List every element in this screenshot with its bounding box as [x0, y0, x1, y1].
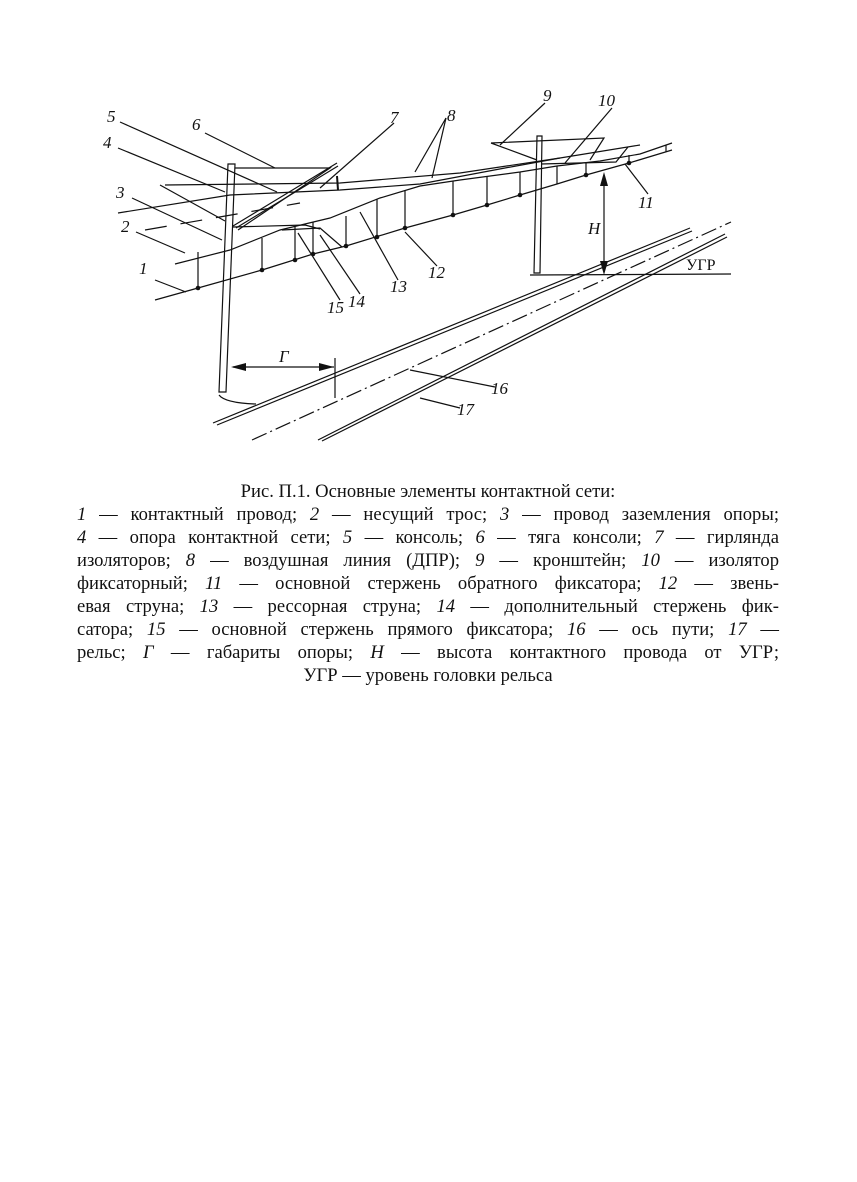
label-3: 3 — [116, 183, 125, 202]
legend-key: 7 — [654, 527, 664, 548]
legend-key: 3 — [500, 504, 510, 525]
caption-text: — консоль; — [352, 527, 476, 548]
label-13: 13 — [390, 277, 407, 296]
caption-text: — провод заземления опоры; — [509, 504, 779, 525]
caption-text: евая струна; — [77, 596, 200, 617]
legend-key: 17 — [728, 619, 747, 640]
caption-text: — основной стержень обратного фиксатора; — [222, 573, 659, 594]
label-16: 16 — [491, 379, 508, 398]
caption-text: — — [746, 619, 779, 640]
caption-title — [77, 480, 779, 503]
caption-text: рельс; — [77, 642, 144, 663]
overhead-line-lower — [118, 158, 560, 213]
caption-text: — дополнительный стержень фик- — [455, 596, 779, 617]
label-14: 14 — [348, 292, 365, 311]
figure-caption — [77, 480, 779, 687]
caption-text: сатора; — [77, 619, 147, 640]
label-2: 2 — [121, 217, 130, 236]
legend-key: 11 — [205, 573, 223, 594]
legend-key: 9 — [475, 550, 485, 571]
caption-text: — ось пути; — [585, 619, 729, 640]
legend-key: 4 — [77, 527, 87, 548]
caption-text: Рис. П.1. Основные элементы контактной сети: — [240, 481, 616, 502]
label-5: 5 — [107, 107, 116, 126]
rail-left — [213, 228, 690, 423]
legend-key: 12 — [658, 573, 678, 594]
label-11: 11 — [638, 193, 654, 212]
caption-text: — основной стержень прямого фиксатора; — [165, 619, 567, 640]
legend-key: 5 — [342, 527, 353, 548]
caption-text: изоляторов; — [77, 550, 186, 571]
label-1: 1 — [139, 259, 148, 278]
label-6: 6 — [192, 115, 201, 134]
caption-text: — кронштейн; — [484, 550, 642, 571]
caption-line — [77, 526, 779, 549]
caption-text: — тяга консоли; — [484, 527, 655, 548]
legend-key: H — [370, 642, 384, 663]
legend-key: 14 — [436, 596, 456, 617]
rail-left-inner — [217, 231, 692, 425]
label-17: 17 — [457, 400, 474, 419]
rail-right-inner — [322, 237, 727, 441]
caption-line — [77, 618, 779, 641]
arrow-left — [231, 363, 246, 371]
legend-key: 16 — [566, 619, 586, 640]
arrow-up — [600, 172, 608, 186]
caption-line — [77, 641, 779, 664]
rail-right — [318, 234, 725, 440]
caption-text: — изолятор — [659, 550, 780, 571]
legend-key: 6 — [475, 527, 485, 548]
legend-key: 15 — [146, 619, 166, 640]
label-9: 9 — [543, 86, 552, 105]
label-7: 7 — [390, 108, 399, 127]
ugr-line — [530, 274, 731, 275]
label-H: H — [588, 219, 601, 238]
label-15: 15 — [327, 298, 344, 317]
messenger-wire — [175, 143, 672, 264]
legend-key: 8 — [185, 550, 196, 571]
caption-line — [77, 572, 779, 595]
caption-text: — воздушная линия (ДПР); — [195, 550, 476, 571]
caption-line — [77, 503, 779, 526]
caption-text: — контактный провод; — [86, 504, 310, 525]
label-10: 10 — [598, 91, 615, 110]
pole-right — [534, 136, 542, 273]
caption-line — [77, 595, 779, 618]
caption-text: фиксаторный; — [77, 573, 206, 594]
legend-key: 2 — [309, 504, 320, 525]
caption-text: — рессорная струна; — [218, 596, 437, 617]
legend-key: 10 — [641, 550, 660, 571]
caption-line — [77, 664, 779, 687]
caption-text: — высота контактного провода от УГР; — [383, 642, 779, 663]
label-12: 12 — [428, 263, 445, 282]
caption-text: — опора контактной сети; — [86, 527, 343, 548]
caption-text: — несущий трос; — [319, 504, 501, 525]
label-UGR: УГР — [686, 257, 716, 274]
track-axis — [252, 222, 731, 440]
legend-key: Г — [143, 642, 154, 663]
catenary-diagram — [0, 0, 857, 470]
label-8: 8 — [447, 106, 456, 125]
arrow-right — [319, 363, 334, 371]
caption-text: — габариты опоры; — [153, 642, 371, 663]
legend-key: 13 — [199, 596, 219, 617]
fixator-extra — [282, 228, 342, 247]
label-G: Г — [279, 347, 289, 366]
caption-line — [77, 549, 779, 572]
caption-text: — гирлянда — [663, 527, 779, 548]
caption-text: УГР — уровень головки рельса — [303, 665, 553, 686]
console-inner — [236, 166, 338, 228]
pole-left-foot — [219, 395, 256, 404]
caption-text: — звень- — [677, 573, 779, 594]
label-4: 4 — [103, 133, 112, 152]
legend-key: 1 — [77, 504, 87, 525]
bracket-brace — [491, 143, 537, 160]
console-tie-rod — [235, 168, 330, 230]
